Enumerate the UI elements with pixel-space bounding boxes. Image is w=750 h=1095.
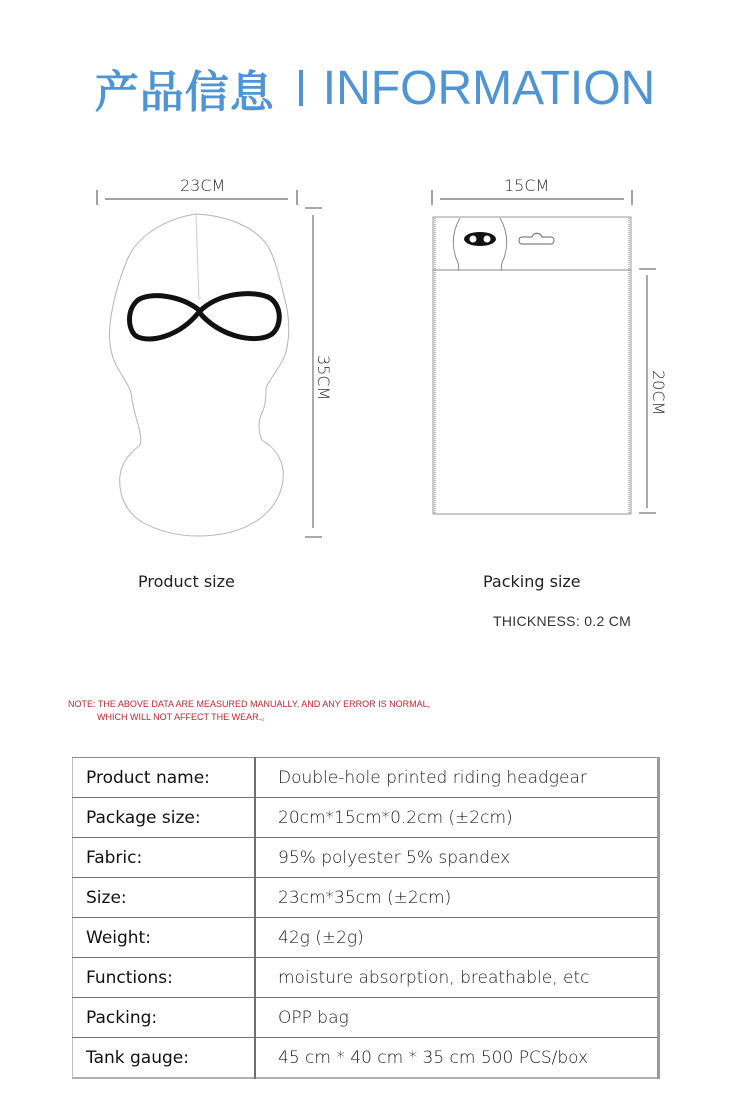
title-chinese: 产品信息 xyxy=(94,67,275,118)
title-english: INFORMATION xyxy=(322,61,656,115)
table-row xyxy=(73,958,659,998)
spec-table xyxy=(72,757,660,1079)
spec-label: Product name: xyxy=(73,758,256,798)
table-row xyxy=(73,878,659,918)
product-width-label: 23CM xyxy=(180,176,226,195)
spec-value: 23cm*35cm (±2cm) xyxy=(255,878,659,918)
spec-label: Packing: xyxy=(73,998,256,1038)
spec-label: Tank gauge: xyxy=(73,1038,256,1079)
spec-value: moisture absorption, breathable, etc xyxy=(255,958,659,998)
spec-value: Double-hole printed riding headgear xyxy=(255,758,659,798)
spec-label: Package size: xyxy=(73,798,256,838)
spec-label: Size: xyxy=(73,878,256,918)
product-height-label: 35CM xyxy=(314,355,333,401)
spec-label: Weight: xyxy=(73,918,256,958)
note-line-2: WHICH WILL NOT AFFECT THE WEAR.。 xyxy=(97,712,271,722)
table-row xyxy=(73,1038,659,1079)
table-row xyxy=(73,998,659,1038)
spec-label: Functions: xyxy=(73,958,256,998)
table-row xyxy=(73,918,659,958)
spec-value: OPP bag xyxy=(255,998,659,1038)
packing-width-label: 15CM xyxy=(504,176,550,195)
table-row xyxy=(73,758,659,798)
table-row xyxy=(73,798,659,838)
thickness-label: THICKNESS: 0.2 CM xyxy=(493,613,632,629)
spec-value: 45 cm * 40 cm * 35 cm 500 PCS/box xyxy=(278,1047,589,1068)
spec-label: Fabric: xyxy=(73,838,256,878)
packing-size-caption: Packing size xyxy=(483,572,581,591)
spec-value: 42g (±2g) xyxy=(255,918,659,958)
measurement-note xyxy=(68,698,430,724)
table-row xyxy=(73,838,659,878)
opp-bag-icon xyxy=(433,217,631,514)
product-size-caption: Product size xyxy=(138,572,235,591)
note-line-1: NOTE: THE ABOVE DATA ARE MEASURED MANUALLY, AND ANY ERROR IS NORMAL, xyxy=(68,699,431,709)
spec-value: 20cm*15cm*0.2cm (±2cm) xyxy=(255,798,659,838)
spec-value: 95% polyester 5% spandex xyxy=(255,838,659,878)
balaclava-icon xyxy=(109,214,288,536)
packing-height-label: 20CM xyxy=(649,370,668,416)
